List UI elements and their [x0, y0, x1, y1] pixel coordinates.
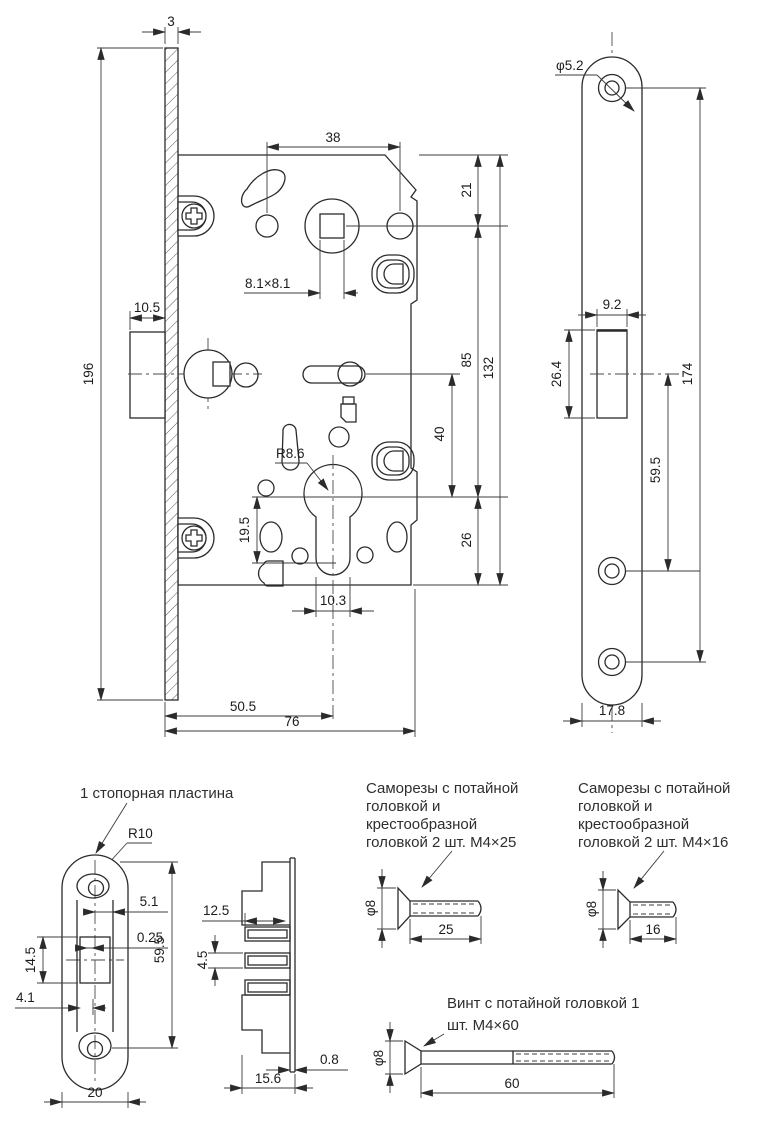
follower-notch — [213, 362, 230, 386]
dim-bolt-dia — [371, 1022, 403, 1093]
svg-text:38: 38 — [325, 130, 341, 145]
dim-bolt-length — [421, 1064, 614, 1098]
svg-text:59.5: 59.5 — [152, 936, 167, 964]
dim-screw1-length — [410, 916, 481, 944]
svg-text:4.1: 4.1 — [16, 990, 35, 1005]
svg-text:крестообразной: крестообразной — [578, 816, 690, 833]
svg-text:φ8: φ8 — [371, 1049, 386, 1067]
dim-screw1-dia — [363, 869, 396, 948]
svg-text:85: 85 — [459, 352, 474, 368]
svg-text:φ8: φ8 — [363, 899, 378, 917]
svg-text:Саморезы с потайной: Саморезы с потайной — [578, 780, 731, 797]
dim-plate-thin — [266, 1052, 348, 1070]
screw-lug-top — [178, 196, 214, 236]
dim-screw2-length — [630, 917, 676, 944]
svg-text:21: 21 — [459, 182, 474, 198]
svg-text:19.5: 19.5 — [237, 516, 252, 544]
svg-text:40: 40 — [432, 426, 447, 442]
svg-text:20: 20 — [87, 1085, 103, 1100]
svg-text:10.3: 10.3 — [319, 593, 347, 608]
strike-plate-side-view — [195, 858, 348, 1094]
dim-body-depth — [165, 589, 415, 737]
svg-text:φ5.2: φ5.2 — [556, 58, 584, 73]
strike-plate-callout: 1 стопорная пластина — [80, 785, 234, 802]
svg-text:0.8: 0.8 — [320, 1052, 339, 1067]
svg-text:3: 3 — [167, 14, 175, 29]
svg-text:R8.6: R8.6 — [276, 446, 305, 461]
svg-text:15.6: 15.6 — [254, 1071, 282, 1086]
strike-box-upper — [242, 862, 290, 925]
svg-text:50.5: 50.5 — [229, 699, 257, 714]
svg-text:10.5: 10.5 — [133, 300, 161, 315]
svg-text:76: 76 — [284, 714, 300, 729]
screw-head — [398, 888, 410, 929]
svg-text:Саморезы с потайной: Саморезы с потайной — [366, 780, 519, 797]
svg-text:26: 26 — [459, 532, 474, 548]
dim-plate-thickness — [142, 14, 201, 44]
svg-text:196: 196 — [81, 362, 96, 386]
svg-text:Винт с потайной головкой 1: Винт с потайной головкой 1 — [447, 995, 640, 1012]
screw-m4x16 — [578, 780, 730, 948]
svg-text:0.25: 0.25 — [136, 930, 164, 945]
strike-box-lower — [242, 995, 290, 1053]
dim-latch-depth — [130, 300, 165, 330]
svg-text:174: 174 — [680, 362, 695, 386]
latch-bolt — [130, 332, 165, 418]
svg-text:25: 25 — [438, 922, 454, 937]
dim-faceplate-width — [563, 703, 661, 727]
svg-text:9.2: 9.2 — [602, 297, 622, 312]
svg-text:крестообразной: крестообразной — [366, 816, 478, 833]
svg-text:17.8: 17.8 — [598, 703, 626, 718]
svg-text:R10: R10 — [128, 826, 153, 841]
svg-text:головкой 2 шт. M4×16: головкой 2 шт. M4×16 — [578, 834, 729, 851]
dim-tab-length — [202, 903, 285, 926]
svg-text:60: 60 — [504, 1076, 520, 1091]
svg-text:132: 132 — [481, 356, 496, 380]
svg-text:головкой и: головкой и — [578, 798, 653, 815]
svg-text:шт. M4×60: шт. M4×60 — [447, 1017, 519, 1034]
screw-m4x60 — [371, 995, 639, 1098]
svg-text:16: 16 — [645, 922, 661, 937]
dim-box-depth — [224, 1055, 313, 1094]
svg-text:головкой и: головкой и — [366, 798, 441, 815]
svg-text:головкой 2 шт. M4×25: головкой 2 шт. M4×25 — [366, 834, 517, 851]
screw-m4x25 — [363, 780, 518, 948]
svg-text:26.4: 26.4 — [549, 360, 564, 388]
svg-text:φ8: φ8 — [584, 900, 599, 918]
svg-text:8.1×8.1: 8.1×8.1 — [245, 276, 291, 291]
faceplate-outline — [582, 57, 642, 705]
bolt-head — [405, 1041, 421, 1074]
dim-right-chain — [413, 155, 508, 585]
strike-tab-2 — [245, 953, 290, 968]
faceplate-front-view — [549, 32, 706, 733]
dim-screw2-dia — [584, 871, 616, 948]
svg-text:59.5: 59.5 — [648, 456, 663, 484]
screw-lug-bottom — [178, 518, 214, 558]
svg-text:5.1: 5.1 — [139, 894, 159, 909]
svg-text:12.5: 12.5 — [203, 903, 230, 918]
strike-plate-front-view — [15, 785, 234, 1108]
strike-tab-1 — [245, 927, 290, 941]
dim-tab-pitch — [195, 935, 243, 986]
dim-strike-width — [44, 1085, 146, 1108]
strike-tab-3 — [245, 980, 290, 995]
svg-text:14.5: 14.5 — [23, 946, 38, 974]
svg-text:4.5: 4.5 — [195, 950, 210, 970]
screw-head — [618, 890, 630, 929]
main-lock-view — [81, 14, 508, 737]
